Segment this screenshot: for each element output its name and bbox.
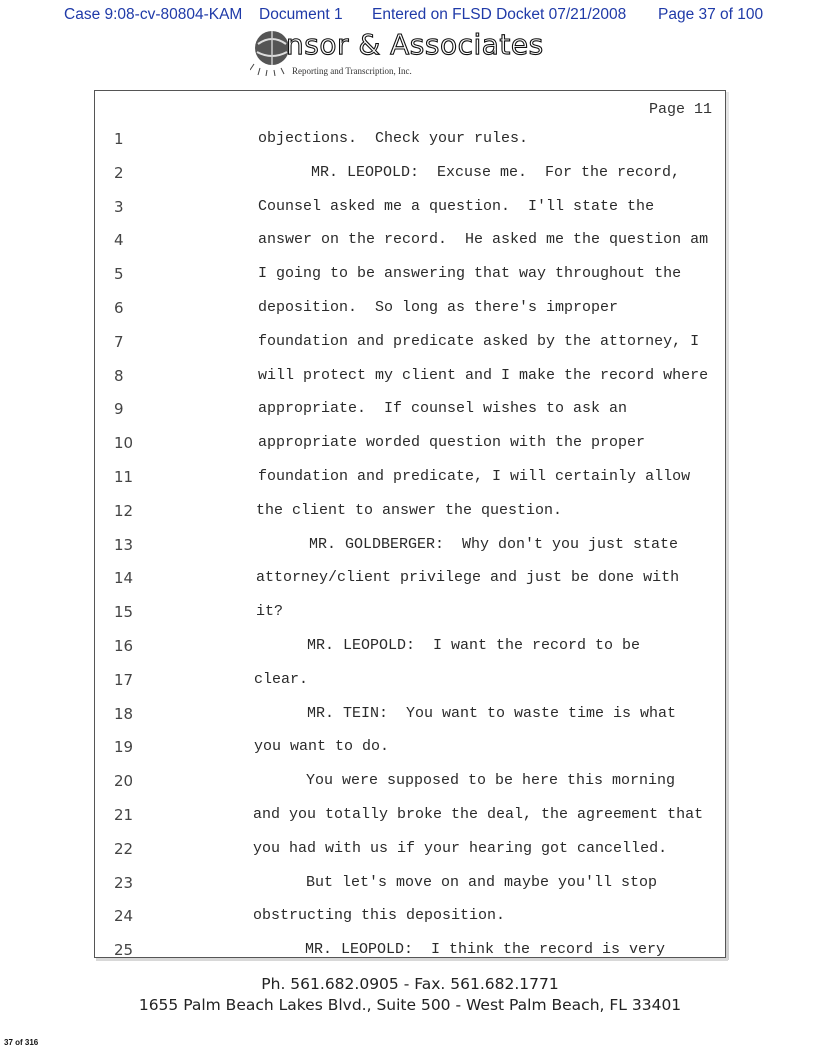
line-text: foundation and predicate asked by the attorney, I (258, 332, 700, 350)
transcript-line (94, 907, 726, 940)
line-text: obstructing this deposition. (253, 907, 506, 925)
line-number: 8 (114, 366, 124, 385)
reporter-logo (250, 24, 570, 80)
transcript-line (94, 536, 726, 569)
line-text: the client to answer the question. (256, 501, 563, 519)
line-text: foundation and predicate, I will certainly allow (258, 468, 691, 485)
line-number: 9 (114, 400, 124, 419)
transcript-line (94, 468, 726, 501)
line-text: Counsel asked me a question. I'll state the (258, 197, 655, 215)
line-number: 17 (114, 670, 134, 689)
line-number: 21 (114, 806, 134, 824)
line-number: 10 (114, 434, 134, 453)
line-text: appropriate worded question with the proper (258, 434, 646, 452)
line-number: 20 (114, 772, 134, 791)
transcript-line (94, 941, 726, 974)
docket-entry-date: Entered on FLSD Docket 07/21/2008 (372, 6, 627, 23)
line-text: MR. LEOPOLD: I want the record to be (307, 637, 641, 654)
line-text: deposition. So long as there's improper (258, 299, 619, 316)
document-label: Document 1 (259, 6, 343, 23)
transcript-line (94, 671, 726, 704)
transcript-line (94, 772, 726, 805)
transcript-line (94, 400, 726, 433)
frame-shadow (726, 92, 729, 960)
line-number: 25 (114, 941, 134, 960)
line-number: 19 (114, 738, 134, 757)
transcript-line (94, 198, 726, 231)
transcript-line (94, 874, 726, 907)
line-number: 16 (114, 637, 134, 655)
line-number: 15 (114, 603, 134, 622)
line-text: MR. GOLDBERGER: Why don't you just state (309, 535, 679, 553)
line-number: 13 (114, 535, 134, 554)
line-number: 7 (114, 332, 124, 351)
transcript-line (94, 299, 726, 332)
line-number: 3 (114, 197, 124, 216)
transcript-line (94, 231, 726, 264)
line-number: 14 (114, 569, 134, 588)
line-text: appropriate. If counsel wishes to ask an (258, 400, 628, 418)
line-number: 11 (114, 468, 134, 486)
line-text: MR. LEOPOLD: Excuse me. For the record, (311, 163, 681, 181)
line-text: You were supposed to be here this morning (306, 772, 676, 790)
line-number: 12 (114, 501, 134, 520)
line-text: you want to do. (254, 738, 390, 756)
reporter-address: 1655 Palm Beach Lakes Blvd., Suite 500 - West Palm Beach, FL 33401 (138, 996, 682, 1014)
line-text: you had with us if your hearing got cancelled. (253, 839, 668, 857)
transcript-line (94, 840, 726, 873)
line-text: it? (256, 603, 284, 621)
transcript-page-label: Page 11 (648, 101, 712, 118)
line-number: 2 (114, 163, 124, 182)
line-text: objections. Check your rules. (258, 130, 529, 147)
line-number: 22 (114, 839, 134, 858)
transcript-line (94, 265, 726, 298)
transcript-line (94, 434, 726, 467)
transcript-line (94, 569, 726, 602)
line-number: 24 (114, 907, 134, 926)
case-number: Case 9:08-cv-80804-KAM (64, 6, 243, 23)
line-number: 5 (114, 265, 124, 284)
transcript-line (94, 130, 726, 163)
line-text: I going to be answering that way throughout the (258, 265, 682, 283)
line-text: and you totally broke the deal, the agreement that (253, 806, 704, 823)
line-text: will protect my client and I make the record where (258, 366, 709, 384)
transcript-line (94, 705, 726, 738)
transcript-line (94, 603, 726, 636)
line-number: 6 (114, 299, 124, 317)
line-text: MR. TEIN: You want to waste time is what (307, 704, 677, 722)
line-text: MR. LEOPOLD: I think the record is very (305, 941, 666, 959)
line-number: 18 (114, 704, 134, 723)
reporter-tagline: Reporting and Transcription, Inc. (292, 66, 412, 76)
transcript-line (94, 502, 726, 535)
pdf-page-counter: 37 of 316 (4, 1038, 39, 1047)
line-number: 23 (114, 873, 134, 892)
transcript-line (94, 333, 726, 366)
line-text: clear. (254, 670, 309, 688)
transcript-line (94, 367, 726, 400)
line-text: But let's move on and maybe you'll stop (306, 873, 658, 891)
transcript-line (94, 738, 726, 771)
transcript-line (94, 806, 726, 839)
reporter-name: nsor & Associates (286, 28, 544, 61)
filing-page-number: Page 37 of 100 (658, 6, 764, 23)
line-number: 1 (114, 130, 124, 148)
transcript-line (94, 637, 726, 670)
line-text: attorney/client privilege and just be done with (256, 569, 680, 587)
line-number: 4 (114, 231, 124, 250)
line-text: answer on the record. He asked me the question am (258, 231, 709, 249)
reporter-phone-fax: Ph. 561.682.0905 - Fax. 561.682.1771 (261, 975, 559, 993)
transcript-line (94, 164, 726, 197)
